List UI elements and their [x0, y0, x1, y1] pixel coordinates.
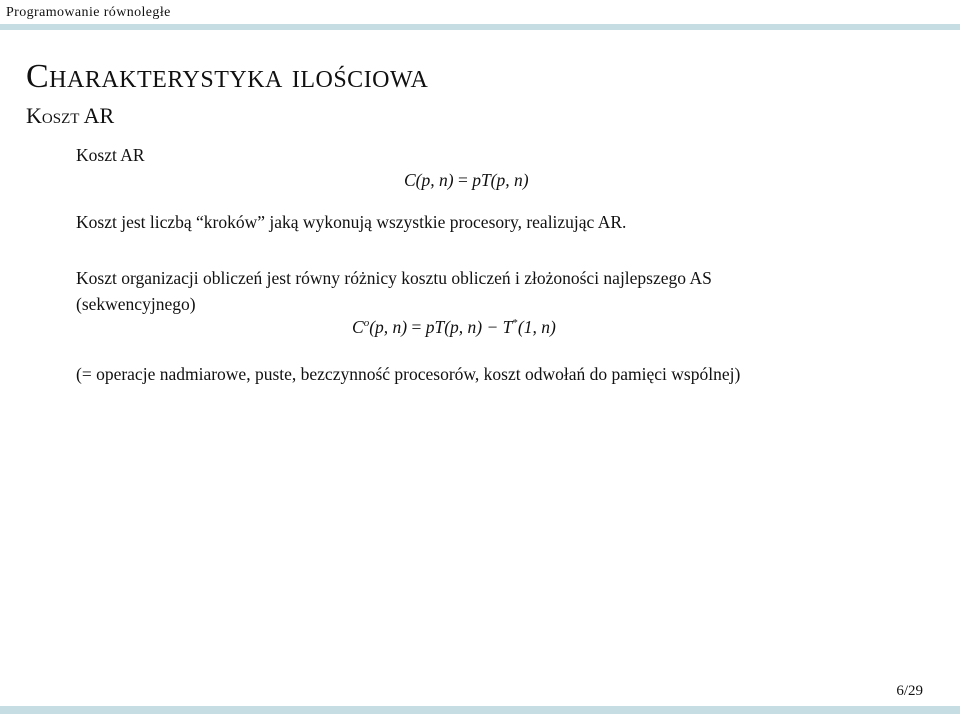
- organization-cost-line2: (sekwencyjnego): [76, 294, 196, 314]
- formula-org-lhs: C: [352, 317, 364, 337]
- formula-cost-eq: =: [457, 170, 468, 190]
- cost-definition: Koszt jest liczbą “kroków” jaką wykonują wszystkie procesory, realizując AR.: [76, 212, 627, 232]
- formula-org-rhs-args: (1, n): [517, 317, 556, 337]
- block-label: Koszt AR: [76, 145, 145, 165]
- formula-org-eq: =: [411, 317, 422, 337]
- formula-org-lhs-sup: o: [363, 317, 370, 330]
- formula-organization-cost: [352, 317, 556, 338]
- formula-org-rhs: pT(p, n) − T: [425, 317, 513, 337]
- organization-cost-line1: Koszt organizacji obliczeń jest równy różnicy kosztu obliczeń i złożoności najlepszego AS: [76, 268, 712, 288]
- formula-cost: [404, 170, 529, 191]
- formula-cost-rhs: pT(p, n): [472, 170, 529, 190]
- footer-bar: [0, 706, 960, 714]
- formula-org-lhs-args: (p, n): [369, 317, 408, 337]
- header-bar: [0, 24, 960, 30]
- slide-subtitle: Koszt AR: [26, 103, 115, 128]
- slide-header: [0, 0, 960, 24]
- formula-cost-lhs: C(p, n): [404, 170, 454, 190]
- page-number: 6/29: [896, 683, 923, 699]
- slide-title: Charakterystyka ilościowa: [26, 58, 429, 95]
- header-title: Programowanie równoległe: [6, 5, 171, 20]
- overhead-note: (= operacje nadmiarowe, puste, bezczynność procesorów, koszt odwołań do pamięci wspólnej): [76, 364, 741, 384]
- formula-org-rhs-sup: *: [512, 317, 518, 330]
